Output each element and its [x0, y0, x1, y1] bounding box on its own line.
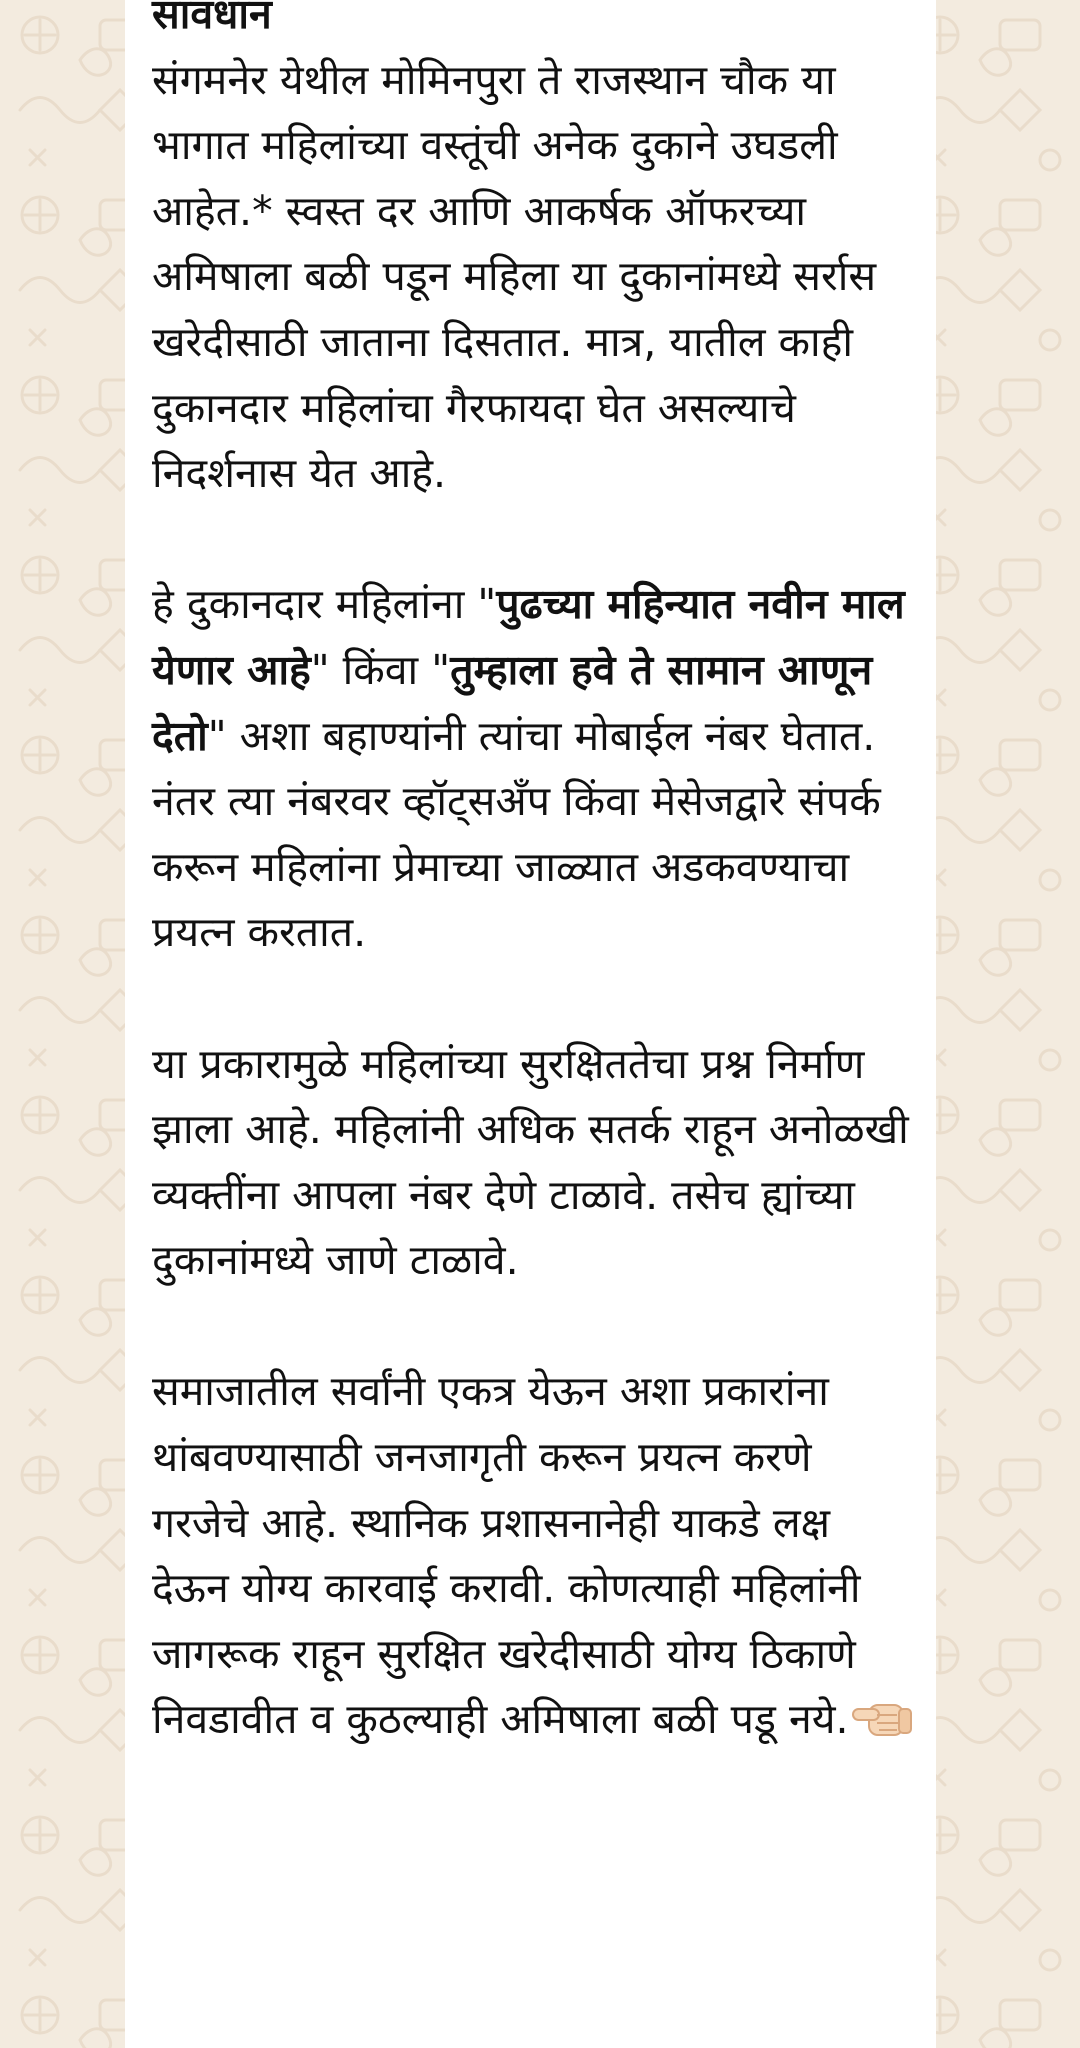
paragraph-2-text-b: " किंवा " — [310, 645, 451, 694]
paragraph-2-text-c: " अशा बहाण्यांनी त्यांचा मोबाईल नंबर घेतात. नंतर त्या नंबरवर व्हॉट्सअँप किंवा मेसेजद्वारे संपर्क करून महिलांना प्रेमाच्या जाळ्यात अडकवण्याचा प्रयत्न करतात. — [152, 711, 881, 957]
paragraph-2-bold-b: तुम्हाला हवे ते सामान आणून देतो — [152, 645, 873, 760]
paragraph-4-text: समाजातील सर्वांनी एकत्र येऊन अशा प्रकारांना थांबवण्यासाठी जनजागृती करून प्रयत्न करणे गरजेचे आहे. स्थानिक प्रशासनानेही याकडे लक्ष देऊन योग्य कारवाई करावी. कोणत्याही महिलांनी जागरूक राहून सुरक्षित खरेदीसाठी योग्य ठिकाणे निवडावीत व कुठल्याही अमिषाला बळी पडू नये. — [152, 1367, 861, 1744]
paragraph-2-bold-a: पुढच्या महिन्यात नवीन माल येणार आहे — [152, 580, 905, 694]
message-heading: सावधान — [152, 0, 272, 38]
pointing-fist-emoji — [851, 1691, 913, 1741]
paragraph-3: या प्रकारामुळे महिलांच्या सुरक्षिततेचा प्रश्न निर्माण झाला आहे. महिलांनी अधिक सतर्क राहून अनोळखी व्यक्तींना आपला नंबर देणे टाळावे. तसेच ह्यांच्या दुकानांमध्ये जाणे टाळावे. — [152, 1039, 909, 1285]
message-bubble[interactable] — [125, 0, 936, 2048]
message-text — [152, 0, 914, 1753]
paragraph-2-text-a: हे दुकानदार महिलांना " — [152, 580, 497, 629]
paragraph-4 — [152, 1359, 914, 1753]
paragraph-2 — [152, 572, 914, 966]
paragraph-1: संगमनेर येथील मोमिनपुरा ते राजस्थान चौक या भागात महिलांच्या वस्तूंची अनेक दुकाने उघडली आहेत.* स्वस्त दर आणि आकर्षक ऑफरच्या अमिषाला बळी पडून महिला या दुकानांमध्ये सर्रास खरेदीसाठी जाताना दिसतात. मात्र, यातील काही दुकानदार महिलांचा गैरफायदा घेत असल्याचे निदर्शनास येत आहे. — [152, 55, 877, 498]
